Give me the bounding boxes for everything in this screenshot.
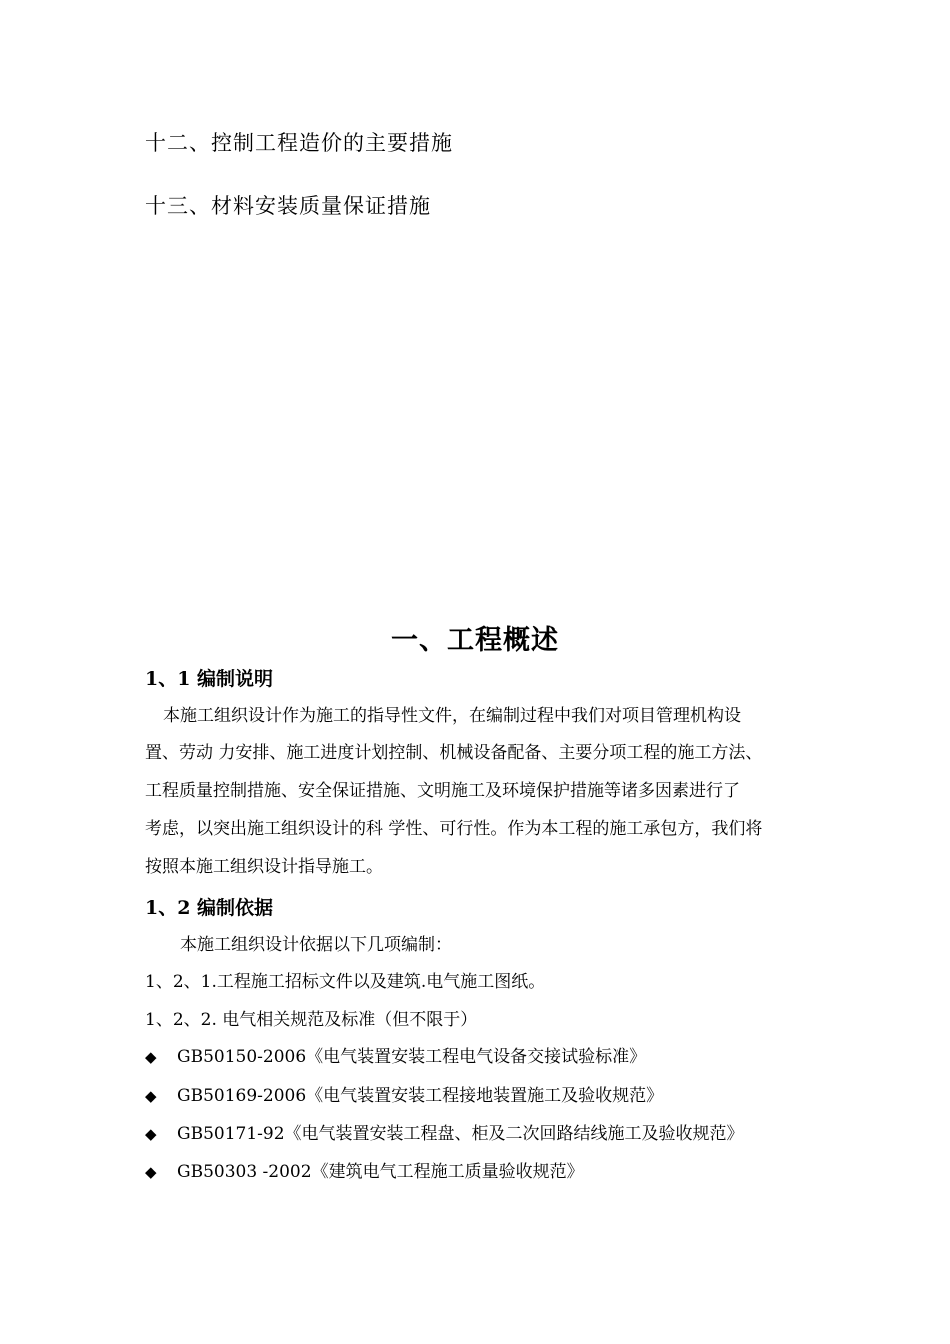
standard-text: GB50169-2006《电气装置安装工程接地装置施工及验收规范》 — [177, 1086, 664, 1106]
paragraph-line: 置、劳动 力安排、施工进度计划控制、机械设备配备、主要分项工程的施工方法、 — [145, 743, 763, 763]
diamond-bullet-icon: ◆ — [145, 1125, 157, 1143]
diamond-bullet-icon: ◆ — [145, 1048, 157, 1066]
diamond-bullet-icon: ◆ — [145, 1087, 157, 1105]
paragraph-line: 本施工组织设计作为施工的指导性文件，在编制过程中我们对项目管理机构设 — [163, 706, 741, 726]
standard-list-item — [145, 1122, 744, 1146]
standard-text: GB50303 -2002《建筑电气工程施工质量验收规范》 — [177, 1162, 584, 1182]
paragraph-line: 工程质量控制措施、安全保证措施、文明施工及环境保护措施等诸多因素进行了 — [145, 781, 740, 801]
toc-item: 十三、材料安装质量保证措施 — [145, 194, 431, 218]
standard-text: GB50150-2006《电气装置安装工程电气设备交接试验标准》 — [177, 1047, 647, 1067]
diamond-bullet-icon: ◆ — [145, 1163, 157, 1181]
standard-list-item — [145, 1045, 646, 1069]
standard-text: GB50171-92《电气装置安装工程盘、柜及二次回路结线施工及验收规范》 — [177, 1124, 744, 1144]
paragraph-line: 1、2、1.工程施工招标文件以及建筑.电气施工图纸。 — [145, 972, 546, 992]
section-heading: 1、1 编制说明 — [145, 668, 274, 690]
paragraph-line: 考虑，以突出施工组织设计的科 学性、可行性。作为本工程的施工承包方，我们将 — [145, 819, 763, 839]
paragraph-line: 1、2、2. 电气相关规范及标准（但不限于） — [145, 1010, 478, 1030]
paragraph-line: 按照本施工组织设计指导施工。 — [145, 857, 383, 877]
paragraph-line: 本施工组织设计依据以下几项编制： — [180, 935, 452, 955]
standard-list-item — [145, 1084, 663, 1108]
toc-item: 十二、控制工程造价的主要措施 — [145, 131, 453, 155]
standard-list-item — [145, 1160, 584, 1184]
chapter-title: 一、工程概述 — [391, 625, 559, 656]
section-heading: 1、2 编制依据 — [145, 897, 274, 919]
